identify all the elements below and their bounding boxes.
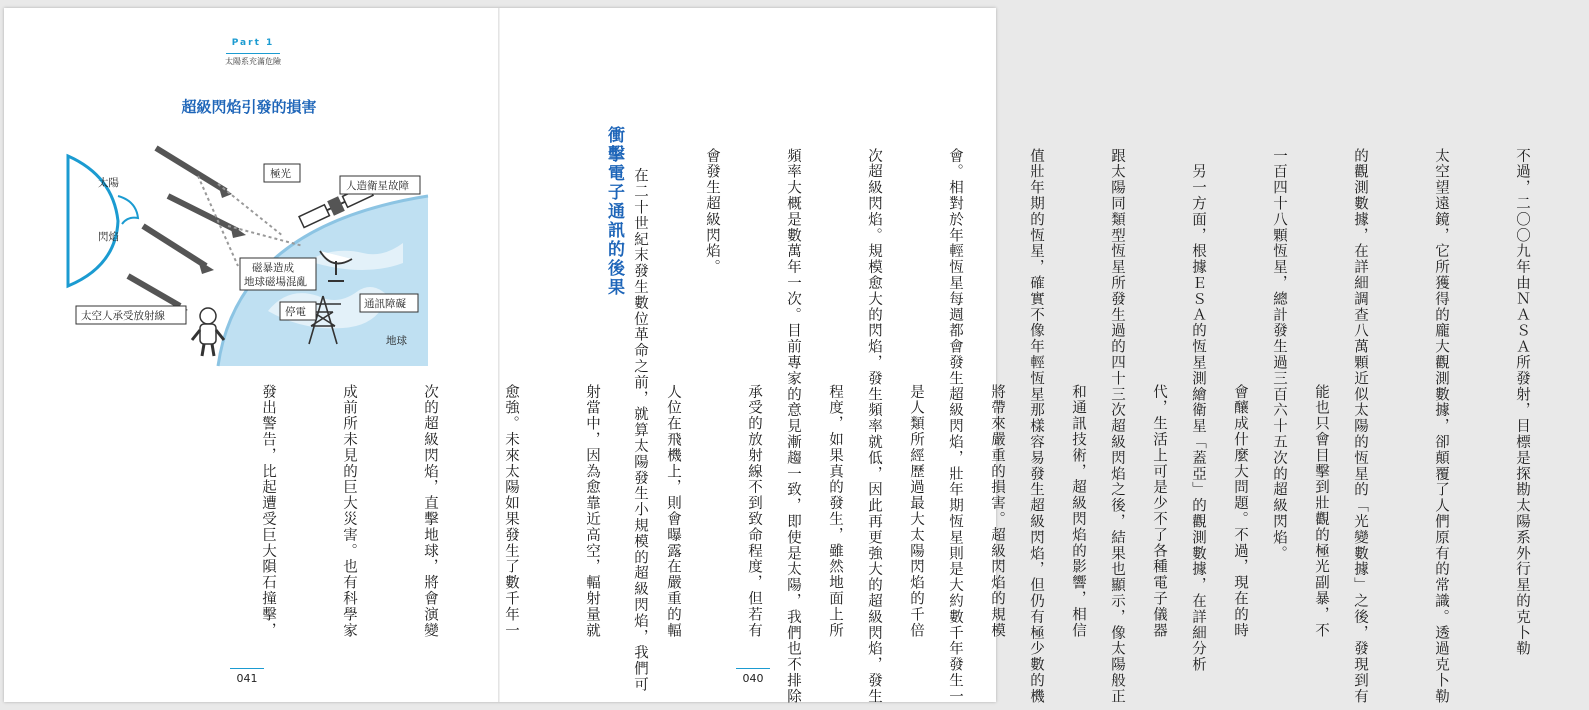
text-column: 和通訊技術，超級閃焰的影響，相信 bbox=[1070, 384, 1086, 639]
callout-geomagnetic bbox=[240, 258, 316, 290]
label-geomagnetic-1: 磁暴造成 bbox=[252, 262, 294, 274]
label-geomagnetic-2: 地球磁場混亂 bbox=[244, 276, 307, 288]
figure-title: 超級閃焰引發的損害 bbox=[181, 98, 317, 116]
callout-satellite bbox=[340, 176, 420, 194]
text-column: 成前所未見的巨大災害。也有科學家 bbox=[341, 384, 357, 639]
label-blackout: 停電 bbox=[285, 306, 306, 318]
callout-astronaut bbox=[76, 306, 186, 324]
text-column: 頻率大概是數萬年一次。目前專家的意見漸趨一致，即使是太陽，我們也不排除 bbox=[785, 148, 801, 705]
text-column: 人位在飛機上，則會曝露在嚴重的輻 bbox=[665, 384, 681, 639]
text-column: 發出警告，比起遭受巨大隕石撞擊， bbox=[260, 384, 276, 639]
part-divider bbox=[226, 53, 280, 54]
text-column: 次的超級閃焰，直擊地球，將會演變 bbox=[422, 384, 438, 639]
section-heading: 衝擊電子通訊的後果 bbox=[604, 126, 624, 297]
callout-blackout bbox=[280, 302, 316, 320]
text-column: 值壯年期的恆星，確實不像年輕恆星那樣容易發生超級閃焰，但仍有極少數的機 bbox=[1028, 148, 1044, 705]
text-column: 不過，二〇〇九年由ＮＡＳＡ所發射，目標是探勘太陽系外行星的克卜勒 bbox=[1514, 148, 1530, 657]
text-column: 跟太陽同類型恆星所發生過的四十三次超級閃焰之後，結果也顯示，像太陽般正 bbox=[1109, 148, 1125, 705]
text-column: 是人類所經歷過最大太陽閃焰的千倍 bbox=[908, 384, 924, 639]
text-column: 愈強。未來太陽如果發生了數千年一 bbox=[503, 384, 519, 639]
label-flare: 閃焰 bbox=[98, 231, 119, 243]
super-flare-illustration bbox=[68, 136, 428, 366]
text-column: 將帶來嚴重的損害。超級閃焰的規模 bbox=[989, 384, 1005, 639]
text-column: 程度，如果真的發生，雖然地面上所 bbox=[827, 384, 843, 639]
part-label: Part 1 bbox=[231, 38, 275, 48]
text-column: 次超級閃焰。規模愈大的閃焰，發生頻率就低，因此再更強大的超級閃焰，發生 bbox=[866, 148, 882, 705]
label-satellite-failure: 人造衛星故障 bbox=[346, 180, 409, 192]
label-comm-failure: 通訊障礙 bbox=[364, 298, 406, 310]
book-spread bbox=[4, 8, 1530, 705]
label-astronaut: 太空人承受放射線 bbox=[81, 310, 165, 322]
label-aurora: 極光 bbox=[270, 168, 291, 180]
page-number-rule-left bbox=[230, 668, 264, 669]
label-sun: 太陽 bbox=[98, 177, 119, 189]
right-page-text-2 bbox=[572, 152, 707, 693]
text-column: 能也只會目擊到壯觀的極光副暴，不 bbox=[1313, 384, 1329, 639]
label-earth: 地球 bbox=[386, 335, 407, 347]
page-number-rule-right bbox=[736, 668, 770, 669]
part-subtitle: 太陽系充滿危險 bbox=[225, 57, 281, 66]
right-page-text bbox=[644, 148, 1589, 705]
page-number-right: 040 bbox=[742, 672, 764, 685]
text-column: 射當中，因為愈靠近高空，輻射量就 bbox=[584, 384, 600, 639]
flare-shape bbox=[118, 196, 138, 224]
text-column: 會釀成什麼大問題。不過，現在的時 bbox=[1232, 384, 1248, 639]
text-column: 代，生活上可是少不了各種電子儀器 bbox=[1151, 384, 1167, 639]
text-column: 在二十世紀末發生數位革命之前，就算太陽發生小規模的超級閃焰，我們可 bbox=[632, 152, 648, 693]
callout-comm bbox=[360, 294, 418, 312]
page-number-left: 041 bbox=[236, 672, 258, 685]
sun-shape bbox=[68, 156, 118, 286]
text-column: 另一方面，根據ＥＳＡ的恆星測繪衛星「蓋亞」的觀測數據，在詳細分析 bbox=[1190, 148, 1206, 673]
astronaut-icon bbox=[192, 308, 224, 356]
text-column: 太空望遠鏡，它所獲得的龐大觀測數據，卻顛覆了人們原有的常識。透過克卜勒 bbox=[1433, 148, 1449, 705]
text-column: 會發生超級閃焰。 bbox=[704, 148, 720, 276]
text-column: 承受的放射線不到致命程度，但若有 bbox=[746, 384, 762, 639]
text-column: 的觀測數據，在詳細調查八萬顆近似太陽的恆星的「光變數據」之後，發現到有 bbox=[1352, 148, 1368, 705]
callout-aurora bbox=[264, 164, 300, 182]
text-column: 會。相對於年輕恆星每週都會發生超級閃焰，壯年期恆星則是大約數千年發生一 bbox=[947, 148, 963, 705]
text-column: 一百四十八顆恆星，總計發生過三百六十五次的超級閃焰。 bbox=[1271, 148, 1287, 562]
